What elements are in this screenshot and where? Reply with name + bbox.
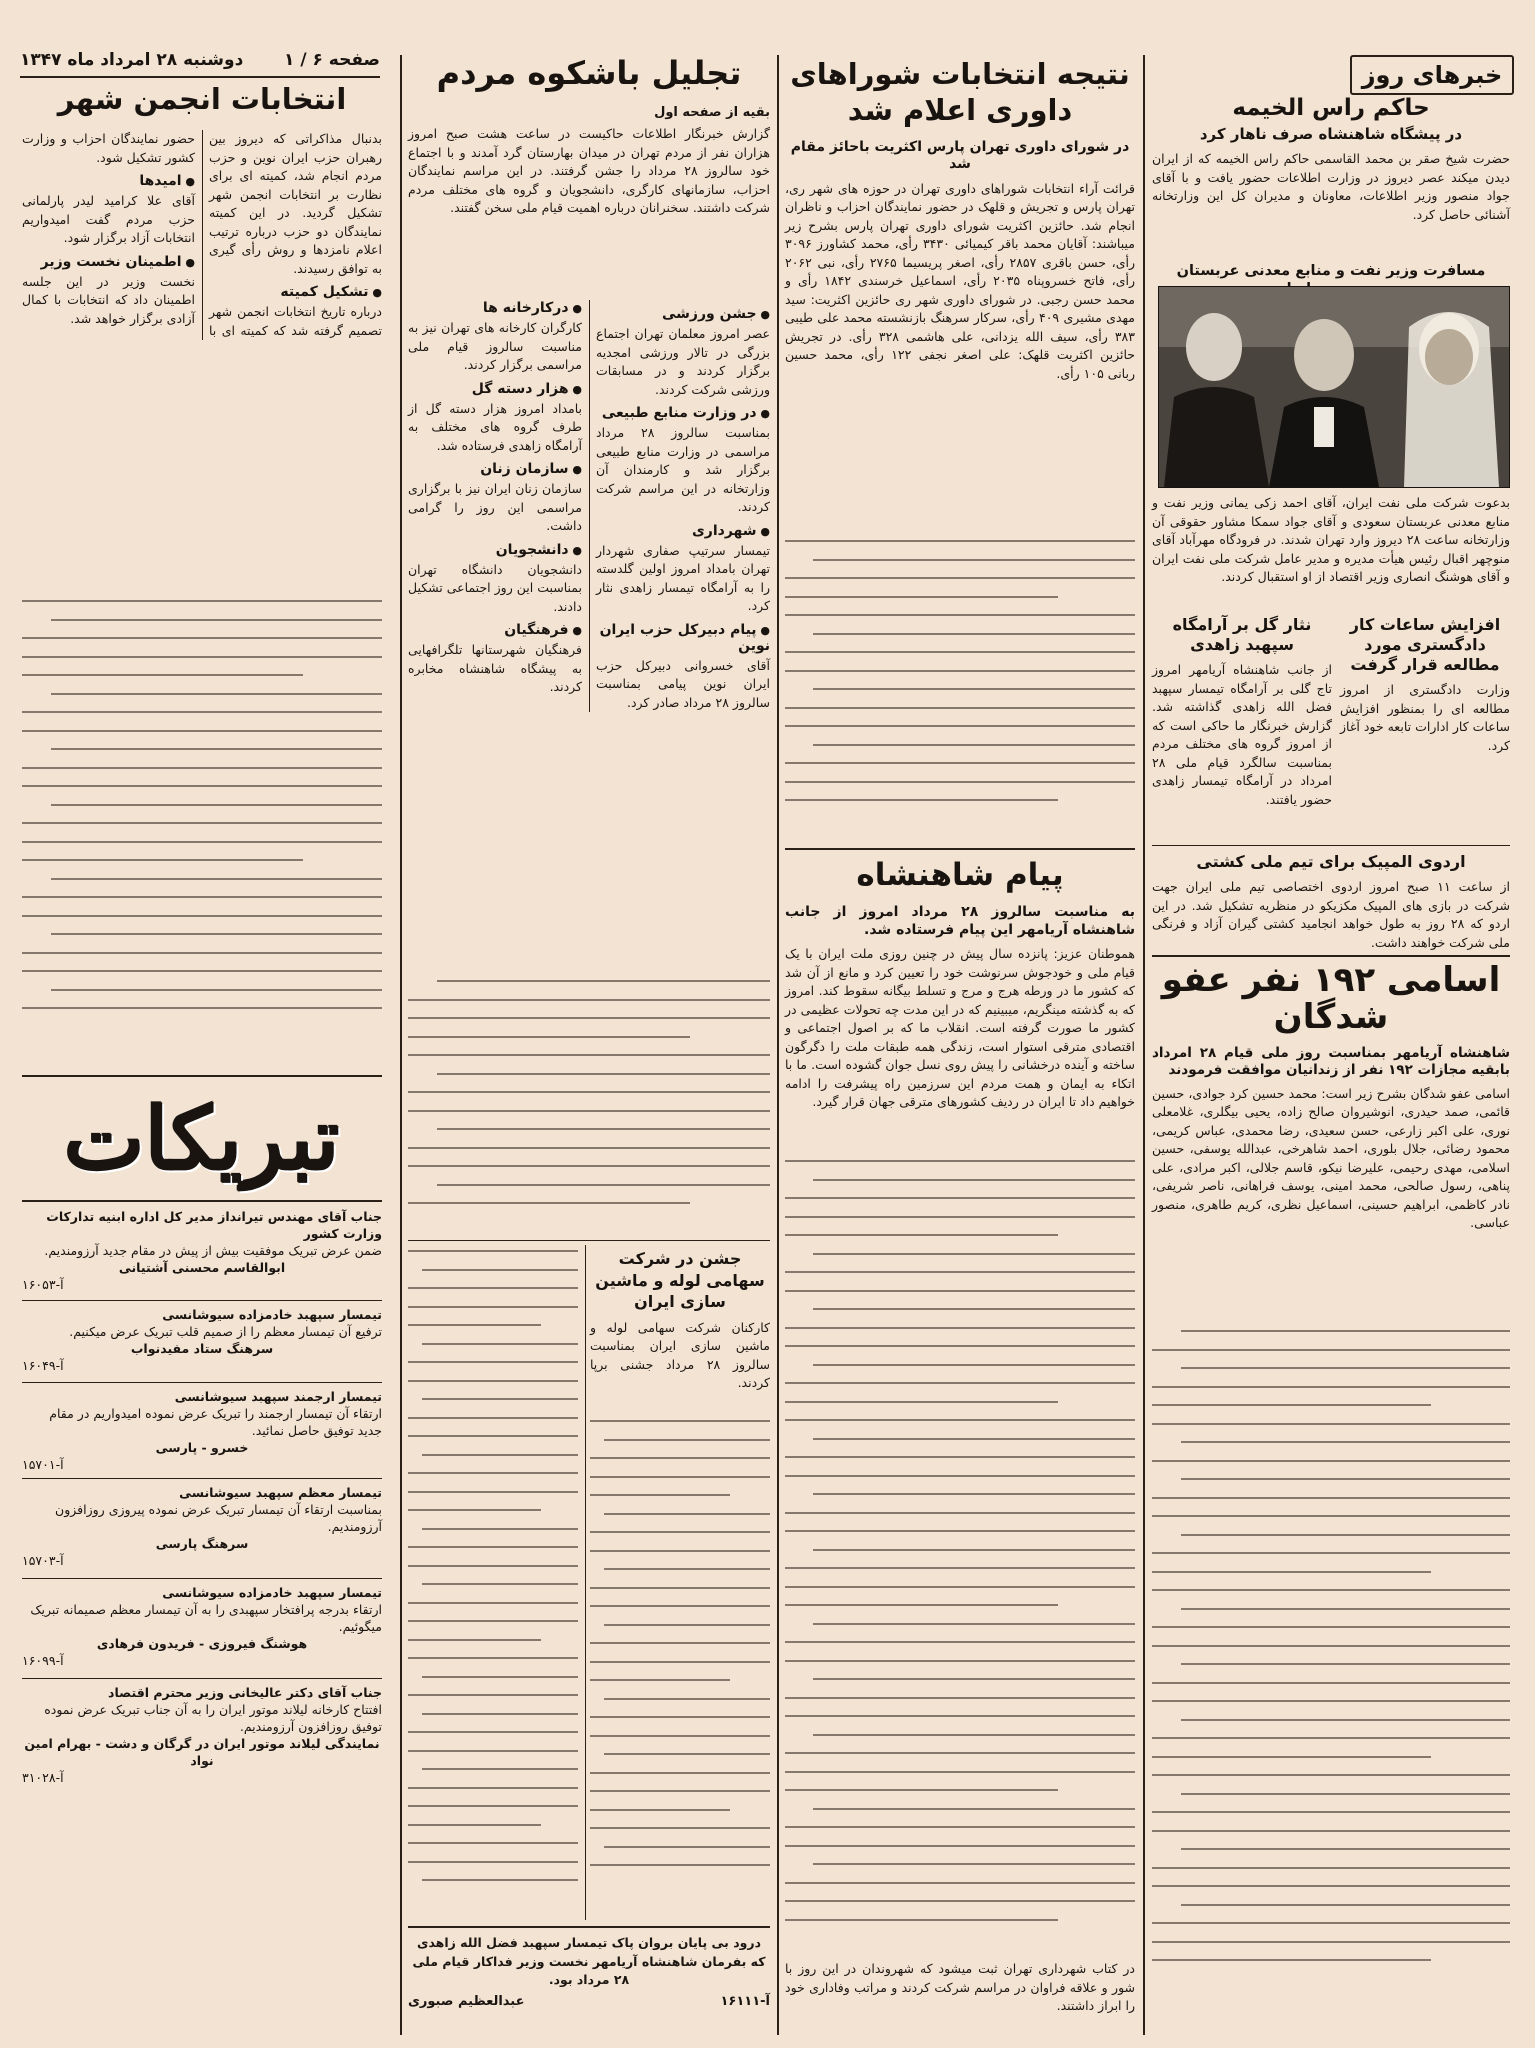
- notice-text: درود بی پایان بروان پاک تیمسار سپهبد فضل الله زاهدی که بفرمان شاهنشاه آریامهر نخست وزیر فداکار قیام ملی ۲۸ مرداد بود.: [412, 1935, 766, 1987]
- story-body: بدعوت شرکت ملی نفت ایران، آقای احمد زکی یمانی وزیر نفت و منابع معدنی عربستان سعودی و آقای جواد سمکا مشاور حقوقی آن وزارتخانه ساعت ۲۸ دیروز وارد تهران شدند. در فرودگاه مهرآباد آقای منوچهر اقبال رئیس هیأت مدیره و مدیر عامل شرکت ملی نفت ایران و آقای هوشنگ انصاری وزیر اقتصاد از او استقبال کردند.: [1152, 495, 1510, 584]
- congrats-title: تبریکات: [64, 1089, 340, 1190]
- section-women-org: [408, 461, 582, 536]
- ad-signature: هوشنگ فیروزی - فریدون فرهادی: [96, 1636, 308, 1651]
- section-body: دانشجویان دانشگاه تهران بمناسبت این روز اجتماعی تشکیل دادند.: [408, 561, 582, 614]
- story-pardoned-list: [1152, 962, 1510, 1233]
- story-body: از ساعت ۱۱ صبح امروز اردوی اختصاصی تیم ملی ایران جهت شرکت در بازی های المپیک مکزیکو در منظریه تشکیل شد. در این اردو که ۲۸ روز به طول خواهد انجامید کشتی گیران آزاد و فرنگی ملی شرکت خواهند داشت.: [1152, 879, 1510, 950]
- story-headline: اردوی المپیک برای تیم ملی کشتی: [1196, 852, 1466, 871]
- ad-body: بمناسبت ارتقاء آن تیمسار تبریک عرض نموده پیروزی روزافزون آرزومندیم.: [55, 1502, 382, 1534]
- issue-date: دوشنبه ۲۸ امرداد ماه ۱۳۴۷: [20, 50, 244, 70]
- ad-signature: سرهنگ ستاد مفیدنواب: [130, 1341, 274, 1356]
- section-title: ● دانشجویان: [408, 542, 582, 558]
- divider: [22, 1075, 382, 1077]
- ad-code: آ-۱۵۷۰۳: [22, 1553, 64, 1568]
- congrats-section-header: [22, 1085, 382, 1202]
- story-body: بدنبال مذاکراتی که دیروز بین رهبران حزب ایران نوین و حزب مردم انجام شد، کمیته ای برای نظارت بر انتخابات انجمن شهر تشکیل گردید. در این کمیته نمایندگان دو حزب درباره ترتیب اعلام نامزدها و روش رأی گیری به توافق رسیدند.: [209, 131, 382, 276]
- story-headline: افزایش ساعات کار دادگستری مورد مطالعه قرار گرفت: [1349, 615, 1501, 674]
- section-title: ● درکارخانه ها: [408, 300, 582, 316]
- section-body: درباره تاریخ انتخابات انجمن شهر تصمیم گرفته شد که کمیته ای با حضور نمایندگان احزاب و وزارت کشور تشکیل شود.: [22, 131, 382, 338]
- divider: [22, 1478, 382, 1479]
- ad-code: آ-۱۶۰۹۹: [22, 1653, 64, 1668]
- congrats-ad-4: [22, 1484, 382, 1569]
- section-body: کارگران کارخانه های تهران نیز به مناسبت سالروز قیام ملی مراسمی برگزار کردند.: [408, 320, 582, 372]
- section-body: فرهنگیان شهرستانها تلگرافهایی به پیشگاه شاهنشاه مخابره کردند.: [408, 642, 582, 694]
- story-ras-al-khaimah: [1152, 96, 1510, 224]
- section-body: آقای خسروانی دبیرکل حزب ایران نوین پیامی بمناسبت سالروز ۲۸ مرداد صادر کرد.: [596, 657, 770, 710]
- ad-signature: خسرو - پارسی: [155, 1440, 249, 1455]
- story-headline: انتخابات انجمن شهر: [57, 82, 347, 116]
- text-body-continuation: [1152, 1330, 1510, 2030]
- city-council-body: [22, 130, 382, 340]
- ad-title: تیمسار سپهبد خادمزاده سیوشانسی: [162, 1585, 382, 1600]
- section-sports: [596, 306, 770, 399]
- section-box-title: خبرهای روز: [1350, 55, 1514, 95]
- story-body: هموطنان عزیز: پانزده سال پیش در چنین روزی ملت ایران با یک قیام ملی و خودجوش سرنوشت خود را تعیین کرد و مانع از آن شد که کشور ما در ورطه هرج و مرج و تسلط بیگانه سقوط کند. امروز که به گذشته مینگریم، میبینیم که در این مدت چه تحولات عظیمی در کشور ما صورت گرفته است. انقلاب ما که بر اصول اجتماعی و اقتصادی مترقی استوار است، زندگی همه طبقات ملت را دگرگون ساخته و آینده درخشانی را پیش روی نسل جوان گشوده است. ما با اتکاء به ایمان و همت مردم این سرزمین راه پیشرفت را ادامه خواهیم داد تا ایران در ردیف کشورهای مترقی جهان قرار گیرد.: [785, 946, 1135, 1110]
- story-arbitration-elections: [785, 56, 1135, 383]
- section-party-message: [596, 622, 770, 713]
- section-municipality: [596, 523, 770, 616]
- divider: [22, 1300, 382, 1301]
- column-rule: [585, 1245, 586, 1920]
- divider: [22, 1578, 382, 1579]
- ad-code: آ-۱۶۰۵۳: [22, 1277, 64, 1292]
- ad-body: ترفیع آن تیمسار معظم را از صمیم قلب تبریک عرض میکنیم.: [69, 1324, 382, 1339]
- story-headline: نثار گل بر آرامگاه سپهبد زاهدی: [1172, 615, 1312, 654]
- story-body: حضرت شیخ صقر بن محمد القاسمی حاکم راس الخیمه که از ایران دیدن میکند عصر دیروز در وزارت اطلاعات حضور یافت و با آقای جواد منصور وزیر اطلاعات، معاونان و مدیران کل این وزارتخانه آشنائی حاصل کرد.: [1152, 151, 1510, 222]
- story-celebration: [408, 56, 770, 218]
- story-body: وزارت دادگستری از امروز مطالعه ای را بمنظور افزایش ساعات کار ادارات تابعه خود آغاز کرد.: [1340, 682, 1510, 753]
- section-title: ● سازمان زنان: [408, 461, 582, 477]
- divider: [1152, 845, 1510, 846]
- divider: [1152, 955, 1510, 957]
- ad-title: تیمسار ارجمند سپهبد سیوشانسی: [174, 1389, 382, 1404]
- divider: [785, 848, 1135, 850]
- text-body-continuation: [785, 1160, 1135, 2000]
- divider: [22, 1678, 382, 1679]
- ad-signature: سرهنگ پارسی: [155, 1536, 249, 1551]
- congrats-ad-6: [22, 1684, 382, 1786]
- column-rule: [1143, 55, 1145, 2035]
- story-subhead: در شورای داوری تهران پارس اکثریت باحائز مقام شد: [790, 138, 1130, 172]
- text-body-continuation: [590, 1420, 770, 1920]
- continued-from: بقیه از صفحه اول: [654, 105, 770, 121]
- ad-title: تیمسار معظم سپهبد سیوشانسی: [179, 1485, 382, 1500]
- section-body: بمناسبت سالروز ۲۸ مرداد مراسمی در وزارت منابع طبیعی برگزار شد و کارمندان آن وزارتخانه در این مراسم شرکت کردند.: [596, 425, 770, 514]
- section-teachers: [408, 622, 582, 697]
- divider: [22, 1382, 382, 1383]
- ad-code: آ-۳۱۰۲۸: [22, 1770, 64, 1785]
- section-title: ● جشن ورزشی: [596, 306, 770, 322]
- story-justice-hours: [1340, 615, 1510, 755]
- congrats-ad-1: [22, 1208, 382, 1293]
- story-subhead: به مناسبت سالروز ۲۸ مرداد امروز از جانب شاهنشاه آریامهر این پیام فرستاده شد.: [785, 904, 1135, 938]
- story-headline: اسامی ۱۹۲ نفر عفو شدگان: [1161, 960, 1501, 1038]
- column-rule: [777, 55, 779, 2035]
- story-body: گزارش خبرنگار اطلاعات حاکیست در ساعت هشت صبح امروز هزاران نفر از مردم تهران در میدان بهارستان گرد آمدند و با اجتماع خود سالروز ۲۸ مرداد را جشن گرفتند. در این مراسم نمایندگان احزاب، سازمانهای کارگری، دانشجویان و گروه های مختلف مردم شرکت داشتند. سخنرانان درباره اهمیت قیام ملی سخن گفتند.: [408, 126, 770, 216]
- text-body-continuation: [408, 980, 770, 1230]
- page-header: [20, 50, 380, 72]
- ad-title: تیمسار سپهبد خادمزاده سیوشانسی: [162, 1307, 382, 1322]
- story-headline: حاکم راس الخیمه: [1232, 95, 1430, 121]
- section-title: ● در وزارت منابع طبیعی: [596, 405, 770, 421]
- notice-signature: عبدالعظیم صبوری: [408, 1993, 525, 2009]
- section-title: ● امیدها: [22, 173, 195, 189]
- section-title: ● پیام دبیرکل حزب ایران نوین: [596, 622, 770, 654]
- section-body: نخست وزیر در این جلسه اطمینان داد که انتخابات با کمال آزادی برگزار خواهد شد.: [22, 273, 195, 326]
- story-olympic-camp: [1152, 852, 1510, 952]
- ad-code: آ-۱۵۷۰۱: [22, 1457, 64, 1472]
- section-pm-assurance: [22, 254, 195, 329]
- story-body: کارکنان شرکت سهامی لوله و ماشین سازی ایران بمناسبت سالروز ۲۸ مرداد جشنی برپا کردند.: [590, 1319, 770, 1391]
- story-city-council: [22, 84, 382, 116]
- notice-code: آ-۱۶۱۱۱: [720, 1993, 770, 2009]
- section-title: ● شهرداری: [596, 523, 770, 539]
- story-headline: مسافرت وزیر نفت و منابع معدنی عربستان: [1176, 263, 1486, 279]
- ad-signature: نمایندگی لیلاند موتور ایران در گرگان و دشت - بهرام امین نواد: [24, 1736, 380, 1768]
- section-thousand-bouquets: [408, 381, 582, 456]
- story-headline: تجلیل باشکوه مردم: [436, 54, 742, 92]
- story-body: از جانب شاهنشاه آریامهر امروز تاج گلی بر آرامگاه تیمسار سپهبد فضل الله زاهدی گذاشته شد. گزارش خبرنگار ما حاکی است که از امروز گروه های مختلف مردم بمناسبت سالگرد قیام ملی ۲۸ امرداد در آرامگاه تیمسار زاهدی حضور یافتند.: [1152, 662, 1332, 807]
- section-body: بامداد امروز هزار دسته گل از طرف گروه های مختلف به آرامگاه زاهدی فرستاده شد.: [408, 400, 582, 453]
- section-title: ● تشکیل کمیته: [209, 284, 382, 300]
- photo-figures-graphic: [1159, 287, 1509, 487]
- ad-body: افتتاح کارخانه لیلاند موتور ایران را به آن جناب تبریک عرض نموده توفیق روزافزون آرزومندیم.: [44, 1702, 382, 1734]
- text-body-continuation: [22, 600, 382, 1060]
- ad-code: آ-۱۶۰۴۹: [22, 1358, 64, 1373]
- divider: [408, 1240, 770, 1241]
- story-body: اسامی عفو شدگان بشرح زیر است: محمد حسین کرد جوادی، حسین قائمی، صمد حیدری، انوشیروان صالح زاده، یحیی بیگلری، غلامعلی نوری، علی اکبر زارعی، حسن سعیدی، رضا محمدی، عباس کریمی، محمود رضائی، جلال بلوری، احمد شاهرخی، عبدالله یوسفی، حسین اسلامی، مهدی رحیمی، علیرضا نیکو، قاسم جلالی، اکبر مرادی، علی پناهی، رسول صالحی، محمد امینی، یوسف فراهانی، ناصر شریفی، نادر کاظمی، ابراهیم حسینی، اسماعیل نظری، کریم طاهری، منصور عباسی.: [1152, 1085, 1510, 1231]
- page-number: صفحه ۶ / ۱: [284, 50, 380, 70]
- story-headline: پیام شاهنشاه: [856, 857, 1064, 893]
- text-body-continuation: [785, 540, 1135, 840]
- ad-signature: ابوالقاسم محسنی آشتیانی: [118, 1260, 286, 1275]
- section-body: آقای علا کرامید لیدر پارلمانی حزب مردم گفت امیدواریم انتخابات آزاد برگزار شود.: [22, 193, 195, 245]
- section-students: [408, 542, 582, 617]
- section-title: ● هزار دسته گل: [408, 381, 582, 397]
- story-headline: جشن در شرکت سهامی لوله و ماشین سازی ایران: [595, 1249, 765, 1312]
- section-body: سازمان زنان ایران نیز با برگزاری مراسمی این روز را گرامی داشت.: [408, 481, 582, 533]
- section-title: ● فرهنگیان: [408, 622, 582, 638]
- ad-title: جناب آقای مهندس تیرانداز مدیر کل اداره ابنیه تدارکات وزارت کشور: [46, 1209, 382, 1241]
- section-natural-resources: [596, 405, 770, 517]
- section-body: عصر امروز معلمان تهران اجتماع بزرگی در تالار ورزشی امجدیه برگزار کردند و در مسابقات ورزشی شرکت کردند.: [596, 326, 770, 397]
- section-body: تیمسار سرتیپ صفاری شهردار تهران بامداد امروز اولین گلدسته را به آرامگاه تیمسار زاهدی نثار کرد.: [596, 542, 770, 613]
- section-title: ● اطمینان نخست وزیر: [22, 254, 195, 270]
- text-body-continuation: [408, 1250, 578, 1920]
- story-pipe-company: [590, 1248, 770, 1393]
- header-rule: [20, 76, 380, 78]
- story-subhead: شاهنشاه آریامهر بمناسبت روز ملی قیام ۲۸ امرداد بابقیه مجازات ۱۹۲ نفر از زندانیان موافقت فرمودند: [1152, 1044, 1510, 1078]
- story-royal-message: [785, 858, 1135, 1112]
- celebration-sections: [408, 300, 770, 712]
- memorial-notice: [408, 1934, 770, 2009]
- story-zahedi-tomb: [1152, 615, 1332, 809]
- ad-body: ارتقاء بدرجه پرافتخار سپهبدی را به آن تیمسار معظم صمیمانه تبریک میگوئیم.: [30, 1602, 382, 1634]
- story-subhead: در پیشگاه شاهنشاه صرف ناهار کرد: [1199, 125, 1463, 144]
- column-rule: [400, 55, 402, 2035]
- congrats-ad-3: [22, 1388, 382, 1473]
- section-factories: [408, 300, 582, 375]
- ad-body: ضمن عرض تبریک موفقیت بیش از پیش در مقام جدید آرزومندیم.: [44, 1243, 382, 1258]
- congrats-ad-5: [22, 1584, 382, 1669]
- congrats-ad-2: [22, 1306, 382, 1374]
- news-photo: [1158, 286, 1510, 488]
- ad-body: ارتقاء آن تیمسار ارجمند را تبریک عرض نموده امیدواریم در مقام جدید توفیق حاصل نمائید.: [49, 1406, 382, 1438]
- ad-title: جناب آقای دکتر عالیخانی وزیر محترم اقتصاد: [108, 1685, 382, 1700]
- story-headline: نتیجه انتخابات شوراهای داوری اعلام شد: [790, 57, 1130, 128]
- divider: [408, 1926, 770, 1928]
- story-body-bottom: در کتاب شهرداری تهران ثبت میشود که شهروندان در این روز با شور و علاقه فراوان در مراسم شرکت کردند و مراتب وفاداری خود را ابراز داشتند.: [785, 1961, 1135, 2013]
- section-hopes: [22, 173, 195, 248]
- story-body: قرائت آراء انتخابات شوراهای داوری تهران در حوزه های شهر ری، تهران پارس و تجریش و قلهک در حضور نمایندگان احزاب و ناظران انجام شد. حائزین اکثریت شورای داوری تهران پارس بشرح زیر میباشند: آقایان محمد باقر کیمیائی ۳۴۳۰ رأی، محمد کشاورز ۳۰۹۶ رأی، حسن باقری ۲۸۵۷ رأی، اصغر پریسیما ۲۷۶۵ رأی، نبی ۲۰۶۲ رأی، فاتح خسروپناه ۲۰۳۵ رأی، اسماعیل خرسندی ۱۸۴۲ رأی و محمد حسن رجبی. در شورای داوری شهر ری حائزین اکثریت: سید مهدی مشیری ۴۰۹ رأی، سرکار سرهنگ بازنشسته محمد علی طیبی ۳۸۳ رأی، سیف الله یزدانی، علی هاشمی ۳۲۸ رأی. در تجریش حائزین اکثریت قلهک: علی اصغر نجفی ۱۲۲ رأی، محمد حسین ربانی ۱۰۵ رأی.: [785, 180, 1136, 381]
